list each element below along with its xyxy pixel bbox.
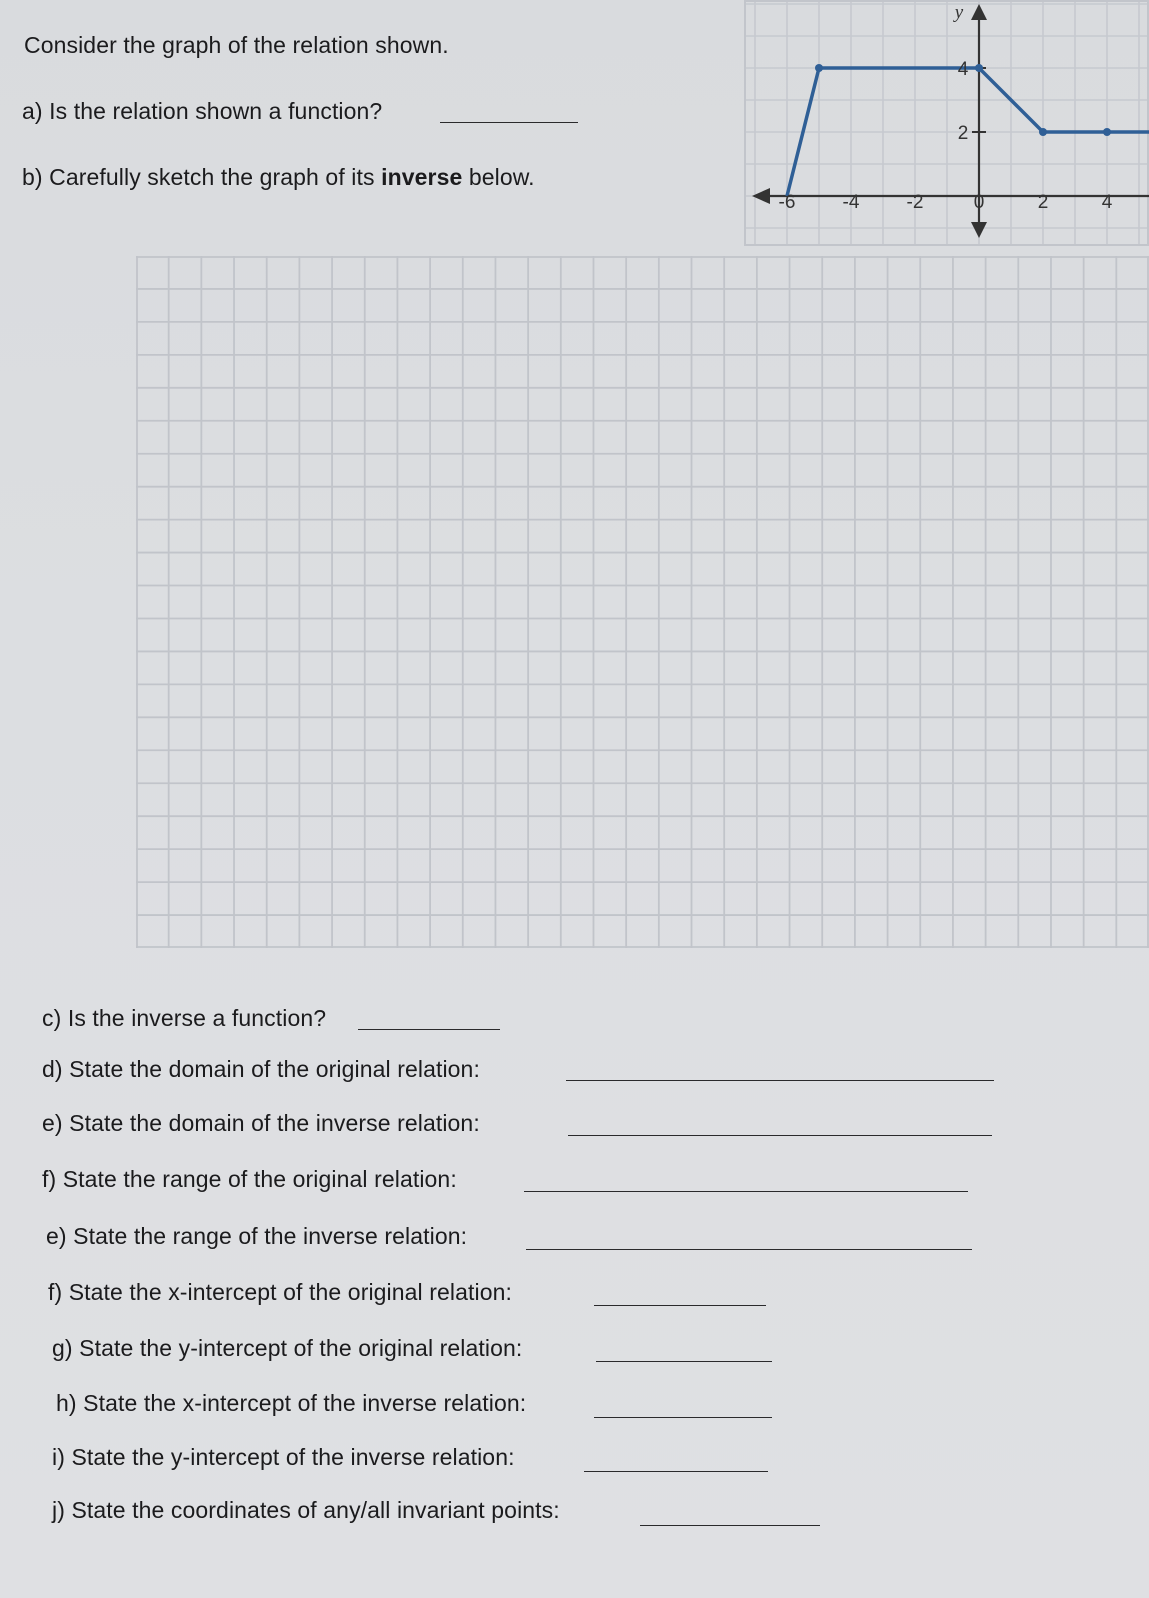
answer-line-10[interactable] bbox=[594, 1417, 772, 1418]
answer-line-9[interactable] bbox=[596, 1361, 772, 1362]
answer-line-8[interactable] bbox=[594, 1305, 766, 1306]
question-9: g) State the y-intercept of the original relation: bbox=[52, 1335, 523, 1361]
x-tick-label: -4 bbox=[842, 192, 860, 213]
y-axis-label: y bbox=[954, 2, 964, 23]
relation-point bbox=[975, 64, 983, 72]
question-4: d) State the domain of the original relation: bbox=[42, 1056, 480, 1082]
relation-point bbox=[815, 64, 823, 72]
answer-line-6[interactable] bbox=[524, 1191, 968, 1192]
y-axis-up-arrow-icon bbox=[971, 4, 987, 20]
x-tick-label: -2 bbox=[906, 192, 924, 213]
relation-point bbox=[1039, 128, 1047, 136]
question-11: i) State the y-intercept of the inverse relation: bbox=[52, 1444, 515, 1470]
y-tick-label: 4 bbox=[957, 59, 969, 80]
relation-point bbox=[1103, 128, 1111, 136]
answer-line-4[interactable] bbox=[566, 1080, 994, 1081]
intro-text: Consider the graph of the relation shown. bbox=[24, 32, 449, 58]
question-8: f) State the x-intercept of the original relation: bbox=[48, 1279, 512, 1305]
question-5: e) State the domain of the inverse relation: bbox=[42, 1110, 480, 1136]
question-b-prefix: b) Carefully sketch the graph of its bbox=[22, 164, 382, 190]
answer-line-a[interactable] bbox=[440, 122, 578, 123]
question-a: a) Is the relation shown a function? bbox=[22, 98, 383, 124]
answer-line-7[interactable] bbox=[526, 1249, 972, 1250]
answer-line-12[interactable] bbox=[640, 1525, 820, 1526]
inverse-sketch-grid[interactable] bbox=[136, 256, 1149, 948]
answer-line-11[interactable] bbox=[584, 1471, 768, 1472]
question-6: f) State the range of the original relation: bbox=[42, 1166, 457, 1192]
question-b-bold: inverse bbox=[381, 164, 463, 190]
x-tick-label: 2 bbox=[1037, 192, 1049, 213]
question-3: c) Is the inverse a function? bbox=[42, 1005, 327, 1031]
x-tick-label: 4 bbox=[1101, 192, 1113, 213]
relation-graph bbox=[744, 0, 1149, 250]
answer-line-5[interactable] bbox=[568, 1135, 992, 1136]
question-b-suffix: below. bbox=[462, 164, 535, 190]
x-tick-label: 0 bbox=[973, 192, 985, 213]
y-axis-down-arrow-icon bbox=[971, 222, 987, 238]
x-tick-label: -6 bbox=[778, 192, 796, 213]
answer-line-3[interactable] bbox=[358, 1029, 500, 1030]
question-10: h) State the x-intercept of the inverse relation: bbox=[56, 1390, 527, 1416]
question-b bbox=[22, 164, 535, 191]
question-12: j) State the coordinates of any/all invariant points: bbox=[52, 1497, 560, 1523]
question-7: e) State the range of the inverse relation: bbox=[46, 1223, 468, 1249]
y-tick-label: 2 bbox=[957, 123, 969, 144]
